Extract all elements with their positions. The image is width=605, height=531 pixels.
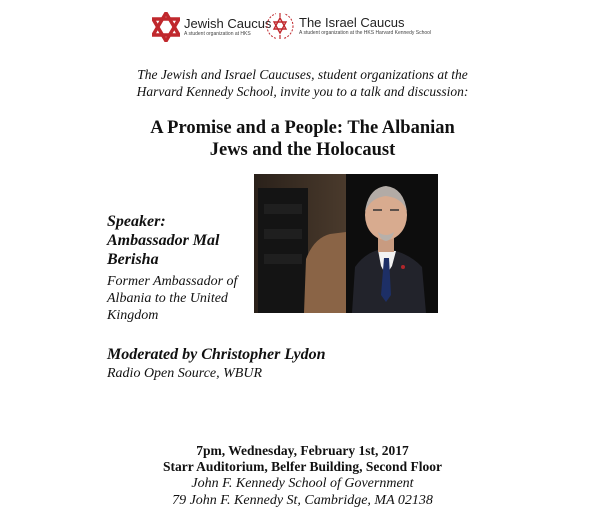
israel-caucus-name: The Israel Caucus	[299, 15, 405, 30]
intro-line-1: The Jewish and Israel Caucuses, student organizations at the	[137, 67, 468, 82]
israel-caucus-subtitle: A student organization at the HKS Harvard Kennedy School	[299, 30, 432, 36]
event-title	[0, 117, 605, 161]
speaker-role: Former Ambassador of Albania to the United Kingdom	[107, 274, 238, 323]
intro-line-2: Harvard Kennedy School, invite you to a talk and discussion:	[136, 84, 469, 99]
title-line-1: A Promise and a People: The Albanian	[150, 118, 455, 138]
event-school: John F. Kennedy School of Government	[191, 476, 414, 491]
star-of-david-icon	[152, 12, 180, 42]
jewish-caucus-subtitle: A student organization at HKS	[184, 31, 251, 37]
title-line-2: Jews and the Holocaust	[209, 140, 396, 160]
invitation-intro	[0, 66, 605, 100]
jewish-caucus-name: Jewish Caucus	[184, 16, 272, 31]
jewish-caucus-logo	[152, 12, 271, 42]
speaker-name: Ambassador Mal Berisha	[107, 232, 220, 268]
speaker-photo	[254, 174, 438, 313]
event-details	[0, 443, 605, 509]
event-address: 79 John F. Kennedy St, Cambridge, MA 02138	[172, 493, 433, 508]
israel-caucus-emblem-icon	[265, 10, 295, 42]
moderator-org: Radio Open Source, WBUR	[107, 366, 262, 381]
header-logos	[0, 10, 605, 50]
israel-caucus-logo	[265, 10, 431, 42]
event-time: 7pm, Wednesday, February 1st, 2017	[196, 443, 409, 458]
moderator-line: Moderated by Christopher Lydon	[107, 346, 326, 363]
event-venue: Starr Auditorium, Belfer Building, Second Floor	[163, 459, 442, 474]
speaker-label: Speaker:	[107, 213, 166, 230]
